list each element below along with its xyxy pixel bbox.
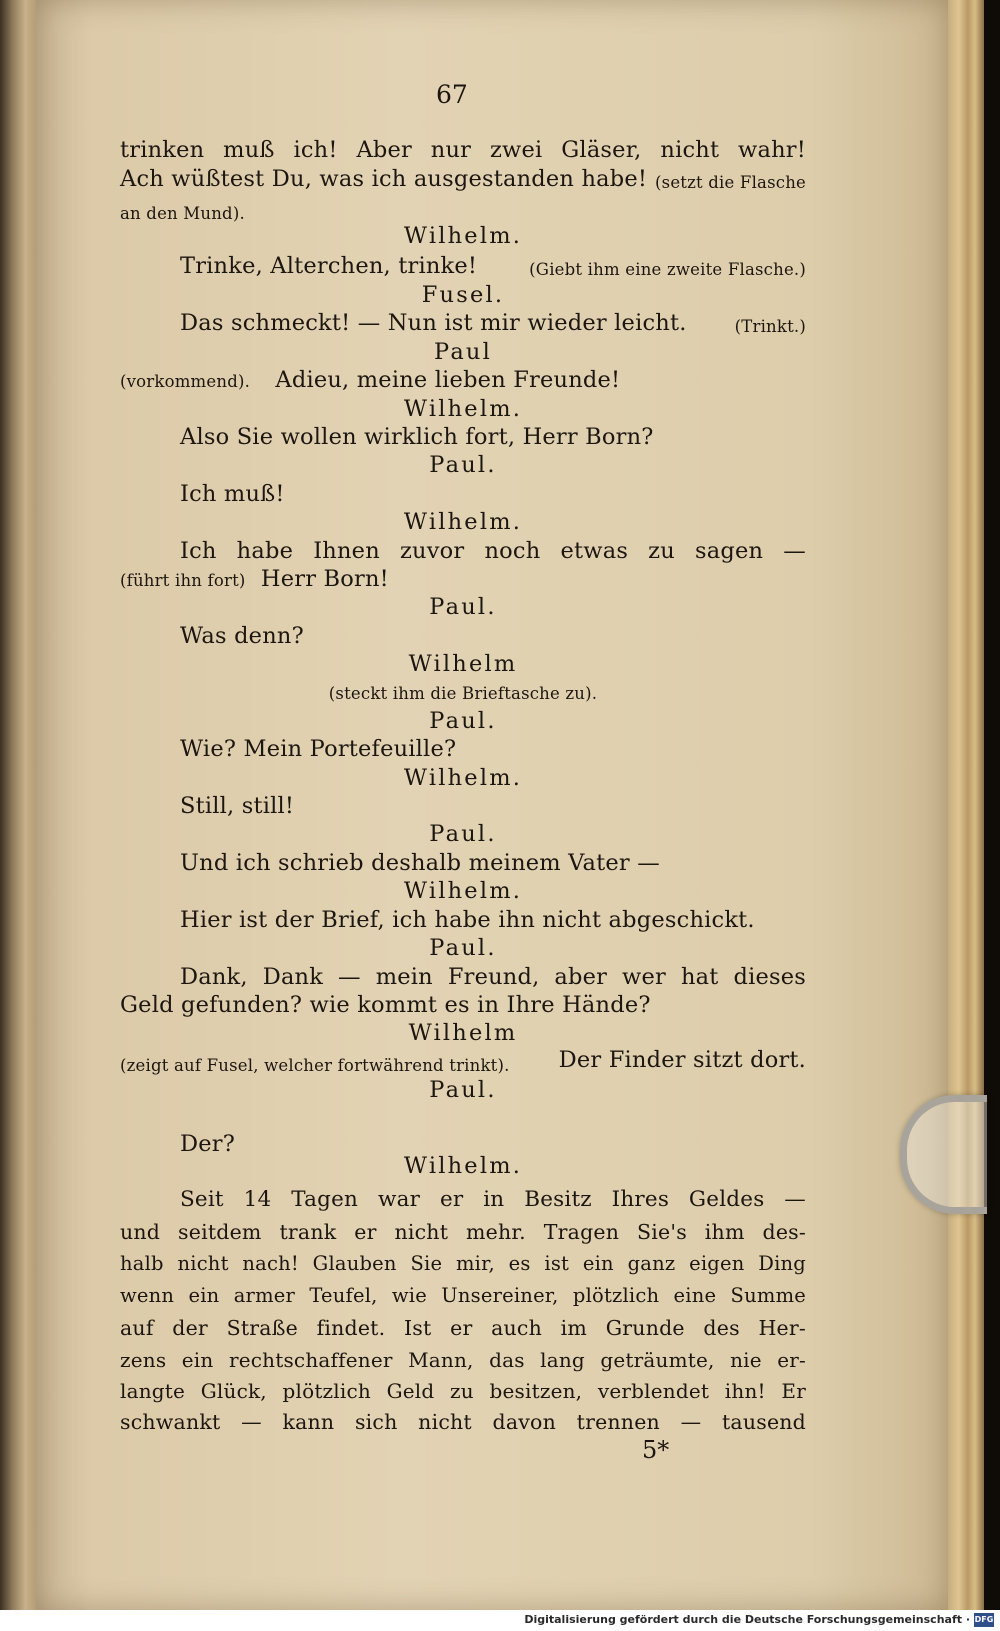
speaker-name: Paul. (429, 708, 497, 734)
speaker-name: Paul. (429, 821, 497, 847)
speaker-name: Wilhelm (408, 651, 518, 677)
speaker-name: Wilhelm. (403, 509, 523, 535)
speaker-name: Paul. (429, 1077, 497, 1103)
text-line (180, 309, 806, 337)
text-line: Hier ist der Brief, ich habe ihn nicht abgeschickt. (180, 907, 755, 933)
speaker-name: Paul (433, 339, 493, 365)
text-line: Also Sie wollen wirklich fort, Herr Born? (180, 424, 654, 450)
text-line: Wie? Mein Portefeuille? (180, 736, 457, 762)
text-line (120, 165, 806, 193)
dialogue-text: Das schmeckt! — Nun ist mir wieder leicht. (180, 310, 687, 336)
text-line: Was denn? (180, 623, 304, 649)
text-line: trinken muß ich! Aber nur zwei Gläser, nicht wahr! (120, 137, 806, 163)
dialogue-text: Trinke, Alterchen, trinke! (180, 253, 478, 279)
speaker-name: Wilhelm. (403, 1153, 523, 1179)
speaker-name: Wilhelm. (403, 223, 523, 249)
text-line: Geld gefunden? wie kommt es in Ihre Hände? (120, 992, 651, 1018)
scan-background (984, 0, 1000, 1610)
stage-direction: (zeigt auf Fusel, welcher fortwährend trinkt). (120, 1056, 510, 1075)
text-line (180, 252, 806, 280)
stage-direction: (Giebt ihm eine zweite Flasche.) (529, 260, 806, 279)
digitization-credit: Digitalisierung gefördert durch die Deutsche Forschungsgemeinschaft · (524, 1613, 970, 1626)
text-line: Still, still! (180, 793, 295, 819)
speaker-name: Fusel. (421, 282, 505, 308)
text-line: schwankt — kann sich nicht davon trennen — tausend (120, 1410, 806, 1434)
page-number: 67 (436, 80, 468, 109)
stage-direction: an den Mund). (120, 204, 245, 223)
stage-direction: (führt ihn fort) (120, 571, 246, 590)
speaker-name: Wilhelm (408, 1020, 518, 1046)
stage-direction: (vorkommend). (120, 372, 251, 391)
speaker-name: Wilhelm. (403, 878, 523, 904)
text-line: Der? (180, 1131, 235, 1157)
stage-direction: (steckt ihm die Brieftasche zu). (328, 684, 598, 703)
facing-page-edge (0, 0, 36, 1610)
dialogue-text: Herr Born! (260, 566, 389, 592)
text-line: Ich habe Ihnen zuvor noch etwas zu sagen — (180, 538, 806, 564)
dialogue-text: Ach wüßtest Du, was ich ausgestanden habe! (120, 166, 648, 192)
text-line: Und ich schrieb deshalb meinem Vater — (180, 850, 660, 876)
text-line: Seit 14 Tagen war er in Besitz Ihres Geldes — (180, 1187, 806, 1212)
page-stack-edge (948, 0, 984, 1610)
signature-mark: 5* (642, 1436, 670, 1464)
speaker-name: Wilhelm. (403, 396, 523, 422)
text-line: wenn ein armer Teufel, wie Unsereiner, plötzlich eine Summe (120, 1284, 806, 1307)
stage-direction: (setzt die Flasche (655, 173, 806, 192)
text-line: Dank, Dank — mein Freund, aber wer hat dieses (180, 964, 806, 990)
text-line: langte Glück, plötzlich Geld zu besitzen, verblendet ihn! Er (120, 1379, 806, 1403)
speaker-name: Paul. (429, 452, 497, 478)
text-line (120, 565, 389, 595)
dfg-logo: DFG (974, 1613, 994, 1627)
dialogue-text: Der Finder sitzt dort. (558, 1047, 806, 1073)
text-line: Ich muß! (180, 481, 285, 507)
speaker-name: Paul. (429, 594, 497, 620)
text-line (120, 366, 620, 396)
stage-direction: (Trinkt.) (734, 317, 806, 336)
dialogue-text: Adieu, meine lieben Freunde! (275, 367, 621, 393)
speaker-name: Wilhelm. (403, 765, 523, 791)
text-line: zens ein rechtschaffener Mann, das lang geträumte, nie er- (120, 1348, 806, 1372)
text-line: halb nicht nach! Glauben Sie mir, es ist ein ganz eigen Ding (120, 1252, 806, 1275)
speaker-name: Paul. (429, 935, 497, 961)
text-line: auf der Straße findet. Ist er auch im Grunde des Her- (120, 1316, 806, 1340)
text-line: und seitdem trank er nicht mehr. Tragen Sie's ihm des- (120, 1220, 806, 1244)
